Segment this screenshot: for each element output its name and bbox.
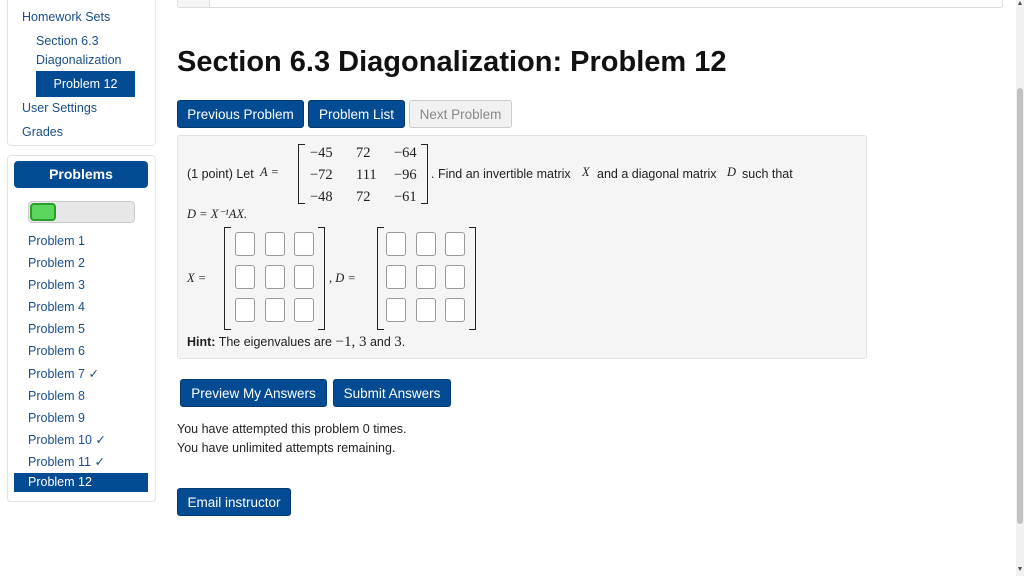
instruction-text: . Find an invertible matrix	[431, 167, 571, 181]
previous-problem-button[interactable]: Previous Problem	[177, 100, 304, 128]
matrix-a-entry: −61	[394, 189, 417, 205]
x-label: X =	[187, 271, 207, 285]
matrix-x-input-cell[interactable]	[294, 232, 314, 256]
hint	[187, 334, 405, 351]
and-diagonal-text: and a diagonal matrix	[597, 167, 717, 181]
email-instructor-button[interactable]: Email instructor	[177, 488, 291, 516]
matrix-d-input-cell[interactable]	[416, 265, 436, 289]
matrix-d-input-cell[interactable]	[445, 298, 465, 322]
matrix-d-right-bracket	[469, 227, 476, 330]
nav-user-settings[interactable]: User Settings	[22, 101, 98, 115]
problem-list	[14, 230, 148, 492]
points-text: (1 point) Let	[187, 167, 254, 181]
progress-fill	[30, 203, 56, 221]
problems-header: Problems	[14, 161, 148, 188]
toolbar-button[interactable]	[178, 0, 210, 7]
nav-section-line2[interactable]: Diagonalization	[36, 53, 122, 67]
matrix-a-entry: −64	[394, 145, 417, 161]
nav-current-problem[interactable]: Problem 12	[36, 71, 135, 97]
matrix-d-input-cell[interactable]	[416, 232, 436, 256]
matrix-d-input-cell[interactable]	[386, 232, 406, 256]
top-toolbar	[177, 0, 1003, 8]
problem-list-item[interactable]: Problem 2	[28, 256, 85, 271]
matrix-x-input-cell[interactable]	[265, 298, 285, 322]
hint-last-value: 3	[394, 334, 402, 350]
problem-list-item[interactable]: Problem 6	[28, 344, 85, 359]
matrix-x-input-cell[interactable]	[265, 265, 285, 289]
submit-answers-button[interactable]: Submit Answers	[333, 379, 451, 407]
matrix-d-left-bracket	[377, 227, 384, 330]
problem-list-item[interactable]: Problem 1	[28, 234, 85, 248]
matrix-x-input-cell[interactable]	[294, 265, 314, 289]
matrix-x-input-cell[interactable]	[294, 298, 314, 322]
scroll-up-icon[interactable]: ▲	[1016, 0, 1024, 7]
problem-list-item[interactable]: Problem 3	[28, 278, 85, 293]
problem-list-item[interactable]: Problem 9	[28, 410, 85, 425]
matrix-d-input-cell[interactable]	[445, 265, 465, 289]
hint-label: Hint:	[187, 335, 216, 349]
nav-homework-sets[interactable]: Homework Sets	[22, 10, 111, 24]
matrix-d-input-cell[interactable]	[416, 298, 436, 322]
problem-list-item[interactable]: Problem 11 ✓	[28, 454, 105, 469]
x-symbol: X	[582, 165, 590, 179]
matrix-d-input-cell[interactable]	[445, 232, 465, 256]
matrix-x-left-bracket	[224, 227, 231, 330]
problem-list-item[interactable]: Problem 10 ✓	[28, 432, 106, 447]
progress-bar	[28, 201, 135, 223]
matrix-a-left-bracket	[298, 144, 305, 204]
matrix-x-right-bracket	[318, 227, 325, 330]
problem-list-item[interactable]: Problem 8	[28, 388, 85, 403]
problem-list-item[interactable]: Problem 4	[28, 300, 85, 315]
course-nav	[7, 0, 156, 146]
matrix-d-input-cell[interactable]	[386, 298, 406, 322]
remaining-text: You have unlimited attempts remaining.	[177, 441, 396, 455]
next-problem-button[interactable]: Next Problem	[409, 100, 512, 128]
matrix-x-input-cell[interactable]	[235, 265, 255, 289]
matrix-a-entry: −96	[394, 167, 417, 183]
matrix-a-right-bracket	[421, 144, 428, 204]
problem-list-item[interactable]: Problem 7 ✓	[28, 366, 99, 381]
matrix-x-input-cell[interactable]	[235, 298, 255, 322]
problem-list-button[interactable]: Problem List	[308, 100, 405, 128]
such-that-text: such that	[742, 167, 793, 181]
nav-section-line1[interactable]: Section 6.3	[36, 34, 99, 48]
matrix-a-entry: −45	[310, 145, 333, 161]
nav-grades[interactable]: Grades	[22, 125, 63, 139]
page-title: Section 6.3 Diagonalization: Problem 12	[177, 46, 727, 78]
problem-body	[177, 135, 867, 359]
scrollbar-thumb[interactable]	[1017, 88, 1023, 524]
matrix-a-entry: 72	[356, 145, 371, 161]
preview-answers-button[interactable]: Preview My Answers	[180, 379, 327, 407]
problem-list-item[interactable]: Problem 12	[14, 473, 148, 492]
hint-end: .	[401, 335, 406, 349]
d-label: , D =	[329, 271, 356, 285]
problem-list-item[interactable]: Problem 5	[28, 322, 85, 337]
hint-and: and	[369, 335, 391, 349]
attempts-text: You have attempted this problem 0 times.	[177, 422, 407, 436]
problems-panel	[7, 155, 156, 502]
matrix-a-entry: 72	[356, 189, 371, 205]
hint-values: −1, 3	[335, 334, 367, 350]
matrix-a-entry: −72	[310, 167, 333, 183]
hint-text: The eigenvalues are	[218, 335, 332, 349]
diagonalization-equation: D = X⁻¹AX.	[187, 207, 248, 221]
a-symbol: A =	[260, 165, 279, 179]
matrix-x-input-cell[interactable]	[235, 232, 255, 256]
matrix-a-entry: −48	[310, 189, 333, 205]
matrix-a-entry: 111	[356, 167, 377, 183]
matrix-d-input-cell[interactable]	[386, 265, 406, 289]
matrix-x-input-cell[interactable]	[265, 232, 285, 256]
d-symbol: D	[727, 165, 737, 179]
scroll-down-icon[interactable]: ▼	[1016, 566, 1024, 573]
